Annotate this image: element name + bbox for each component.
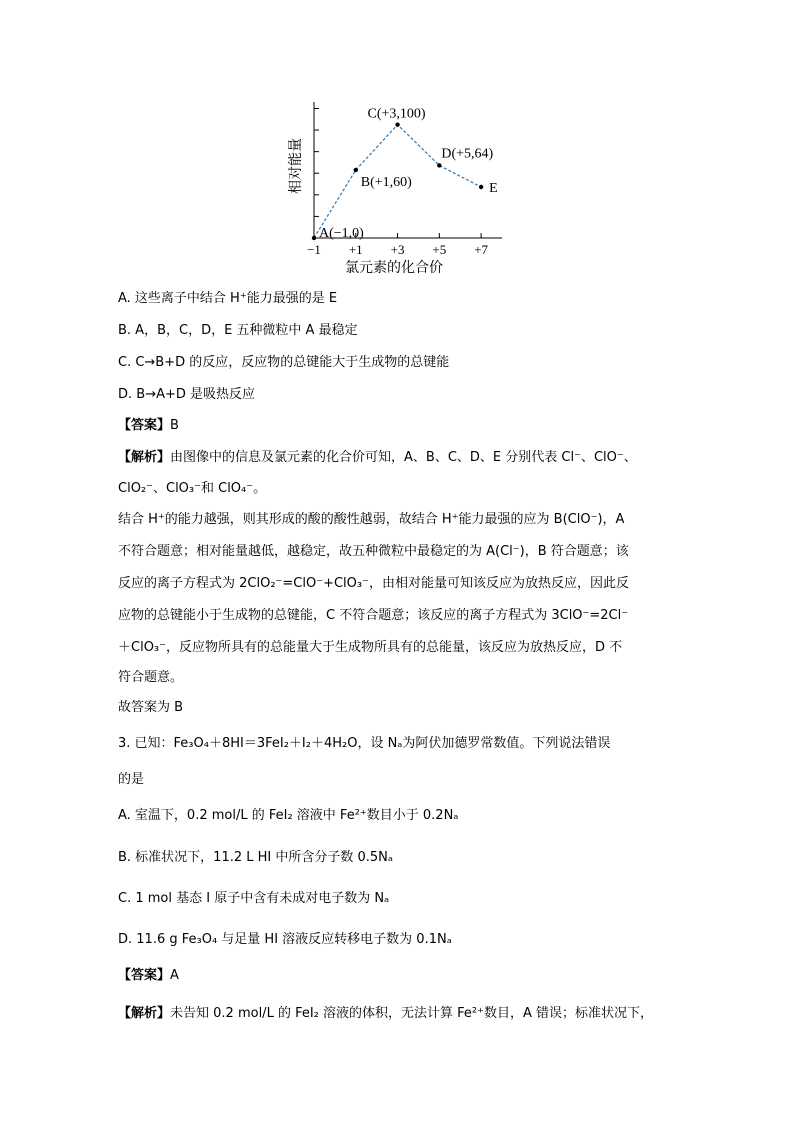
q2-explanation-7: ＋ClO₃⁻，反应物所具有的总能量大于生成物所具有的总能量，该反应为放热反应，D 不 <box>118 640 623 655</box>
x-tick-label: +5 <box>432 242 447 257</box>
y-axis-label: 相对能量 <box>288 138 304 194</box>
energy-chart <box>280 95 520 280</box>
q3-option-a: A. 室温下，0.2 mol/L 的 FeI₂ 溶液中 Fe²⁺数目小于 0.2Nₐ <box>118 808 459 823</box>
q2-option-d: D. B→A+D 是吸热反应 <box>118 387 256 402</box>
data-label: A(−1,0) <box>319 226 364 241</box>
x-tick-label: +3 <box>390 242 405 257</box>
x-axis-label: 氯元素的化合价 <box>345 260 443 276</box>
data-point <box>437 163 441 167</box>
q2-explanation-4: 不符合题意；相对能量越低，越稳定，故五种微粒中最稳定的为 A(Cl⁻)，B 符合题意；该 <box>118 544 629 559</box>
q2-explanation-3: 结合 H⁺的能力越强，则其形成的酸的酸性越弱，故结合 H⁺能力最强的应为 B(ClO⁻)，A <box>118 512 625 527</box>
q2-explanation-2: ClO₂⁻、ClO₃⁻和 ClO₄⁻。 <box>118 481 267 496</box>
q3-answer <box>118 968 179 984</box>
explanation-tag: 【解析】 <box>118 1006 171 1021</box>
answer-value: B <box>170 418 179 433</box>
q2-explanation-1: 【解析】由图像中的信息及氯元素的化合价可知，A、B、C、D、E 分别代表 Cl⁻、ClO⁻、 <box>118 450 637 465</box>
data-point <box>354 168 358 172</box>
q2-option-a: A. 这些离子中结合 H⁺能力最强的是 E <box>118 291 338 306</box>
q2-explanation-5: 反应的离子方程式为 2ClO₂⁻=ClO⁻+ClO₃⁻，由相对能量可知该反应为放热反应，因此反 <box>118 576 629 591</box>
q2-final-answer: 故答案为 B <box>118 700 184 715</box>
q2-option-c: C. C→B+D 的反应，反应物的总键能大于生成物的总键能 <box>118 355 450 370</box>
q2-explanation-6: 应物的总键能小于生成物的总键能，C 不符合题意；该反应的离子方程式为 3ClO⁻=2Cl⁻ <box>118 608 629 623</box>
data-point <box>312 236 316 240</box>
data-point <box>395 122 399 126</box>
q3-option-d: D. 11.6 g Fe₃O₄ 与足量 HI 溶液反应转移电子数为 0.1Nₐ <box>118 932 452 947</box>
x-tick-label: −1 <box>307 242 321 257</box>
q2-explanation-8: 符合题意。 <box>118 670 184 685</box>
q3-stem-1: 3. 已知：Fe₃O₄＋8HI＝3FeI₂＋I₂＋4H₂O，设 Nₐ为阿伏加德罗常数值。下列说法错误 <box>118 736 611 751</box>
q3-option-b: B. 标准状况下，11.2 L HI 中所含分子数 0.5Nₐ <box>118 850 393 865</box>
data-label: C(+3,100) <box>367 106 426 122</box>
data-label: D(+5,64) <box>441 146 494 162</box>
chart-labels <box>287 107 498 276</box>
explanation-tag: 【解析】 <box>118 450 171 465</box>
data-label: B(+1,60) <box>360 175 412 190</box>
q3-stem-2: 的是 <box>118 772 145 787</box>
answer-tag: 【答案】 <box>118 968 171 983</box>
q2-option-b: B. A，B，C，D，E 五种微粒中 A 最稳定 <box>118 323 358 338</box>
q3-explanation-1: 【解析】未告知 0.2 mol/L 的 FeI₂ 溶液的体积，无法计算 Fe²⁺数目，A 错误；标准状况下， <box>118 1006 654 1021</box>
q2-answer <box>118 418 179 434</box>
chart-axes <box>314 102 502 238</box>
answer-value: A <box>170 968 179 983</box>
data-label: E <box>489 181 498 196</box>
data-point <box>479 185 483 189</box>
x-tick-label: +7 <box>474 242 489 257</box>
q3-option-c: C. 1 mol 基态 I 原子中含有未成对电子数为 Nₐ <box>118 891 390 906</box>
x-tick-label: +1 <box>348 242 363 257</box>
answer-tag: 【答案】 <box>118 418 171 433</box>
